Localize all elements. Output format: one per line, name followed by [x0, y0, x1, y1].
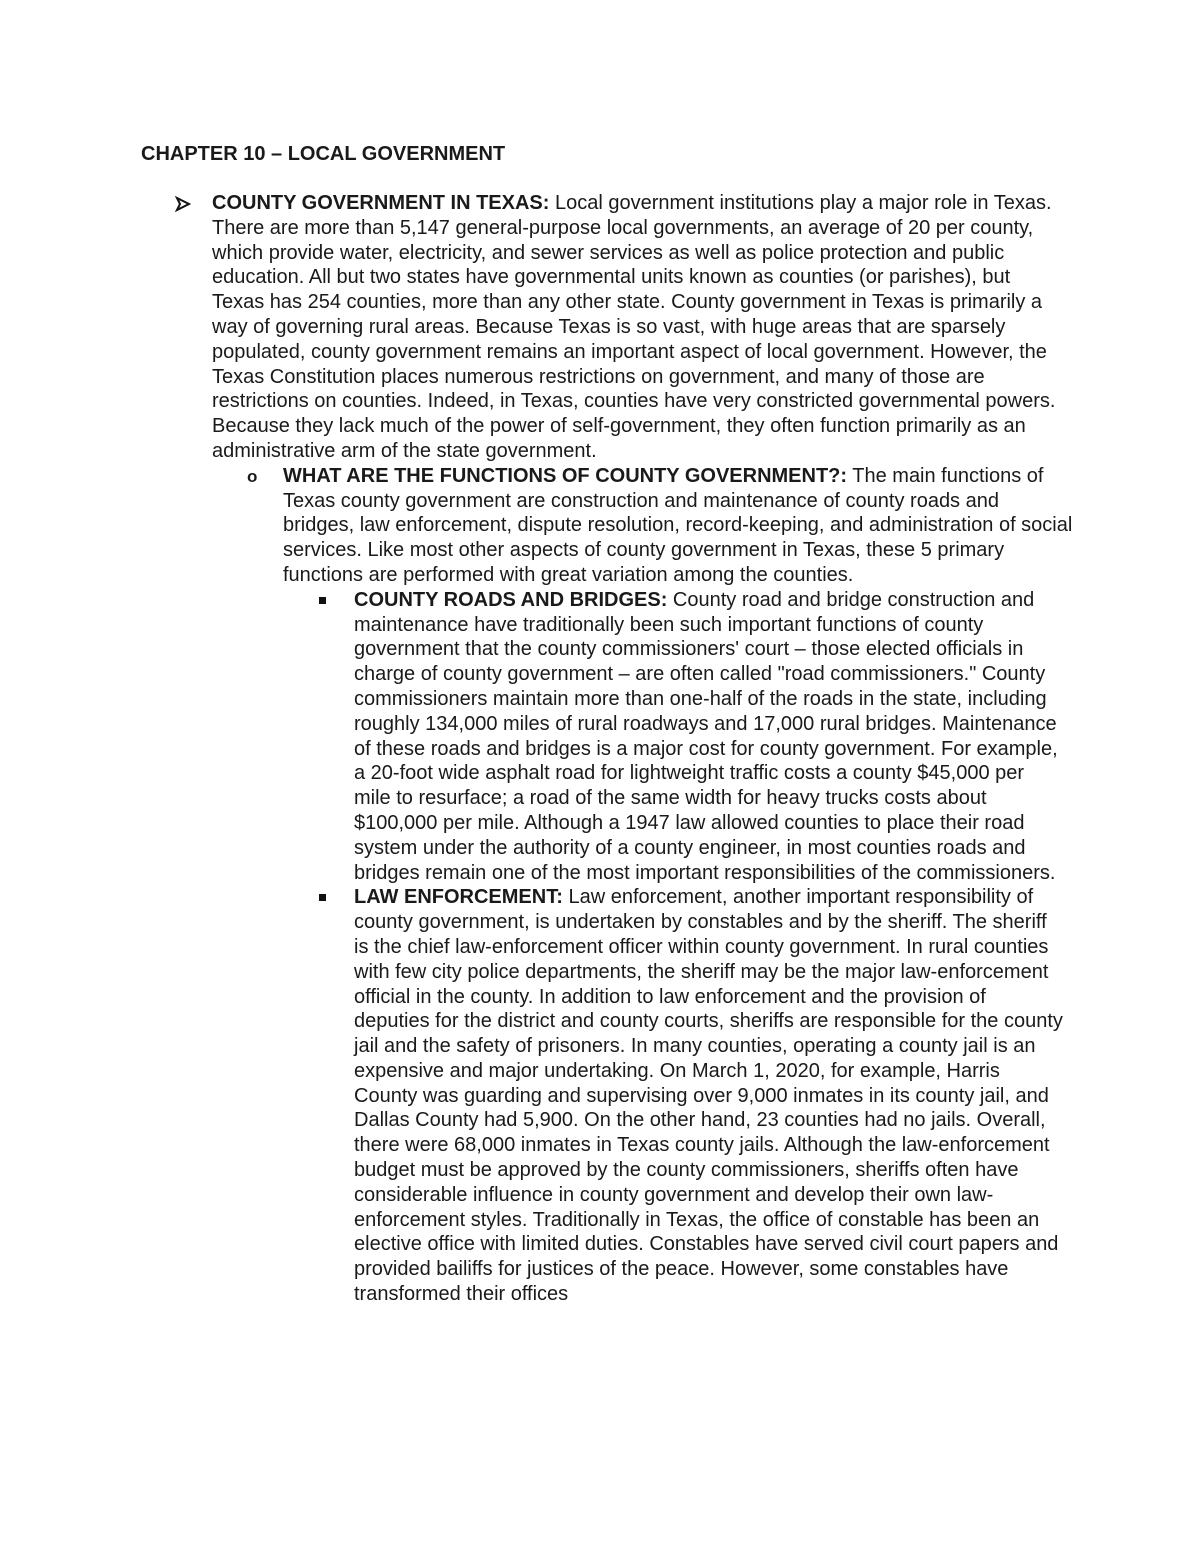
item-heading: COUNTY ROADS AND BRIDGES:	[354, 588, 668, 611]
subsection-body: The main functions of Texas county government are construction and maintenance of county roads and bridges, law enforcement, dispute resolution, record-keeping, and administration of social services. Like most other aspects of county government in Texas, these 5 primary functions are performed with great variation among the counties.	[283, 464, 1073, 586]
item-body: Law enforcement, another important responsibility of county government, is undertaken by constables and by the sheriff. The sheriff is the chief law-enforcement officer within county government. In rural counties with few city police departments, the sheriff may be the major law-enforcement official in the county. In addition to law enforcement and the provision of deputies for the district and county courts, sheriffs are responsible for the county jail and the safety of prisoners. In many counties, operating a county jail is an expensive and major undertaking. On March 1, 2020, for example, Harris County was guarding and supervising over 9,000 inmates in its county jail, and Dallas County had 5,900. On the other hand, 23 counties had no jails. Overall, there were 68,000 inmates in Texas county jails. Although the law-enforcement budget must be approved by the county commissioners, sheriffs often have considerable influence in county government and develop their own law-enforcement styles. Traditionally in Texas, the office of constable has been an elective office with limited duties. Constables have served civil court papers and provided bailiffs for justices of the peace. However, some constables have transformed their offices	[354, 886, 1063, 1306]
law-enforcement-paragraph	[354, 885, 1066, 1307]
functions-paragraph	[283, 464, 1073, 588]
arrow-bullet-icon	[175, 196, 191, 212]
county-government-section	[212, 191, 1073, 1307]
square-bullet-icon	[319, 597, 326, 604]
list-item-law-enforcement	[354, 885, 1066, 1307]
functions-subsection	[247, 464, 1073, 1307]
item-heading: LAW ENFORCEMENT:	[354, 886, 563, 909]
item-body: County road and bridge construction and maintenance have traditionally been such important functions of county government that the county commissioners' court – those elected officials in charge of county government – are often called "road commissioners." County commissioners maintain more than one-half of the roads in the state, including roughly 134,000 miles of rural roadways and 17,000 rural bridges. Maintenance of these roads and bridges is a major cost for county government. For example, a 20-foot wide asphalt road for lightweight traffic costs a county $45,000 per mile to resurface; a road of the same width for heavy trucks costs about $100,000 per mile. Although a 1947 law allowed counties to place their road system under the authority of a county engineer, in most counties roads and bridges remain one of the most important responsibilities of the commissioners.	[354, 588, 1058, 884]
section-heading: COUNTY GOVERNMENT IN TEXAS:	[212, 192, 550, 214]
subsection-heading: WHAT ARE THE FUNCTIONS OF COUNTY GOVERNMENT?:	[283, 464, 848, 487]
county-government-paragraph	[212, 191, 1062, 464]
section-body: Local government institutions play a major role in Texas. There are more than 5,147 general-purpose local governments, an average of 20 per county, which provide water, electricity, and sewer services as well as police protection and public education. All but two states have governmental units known as counties (or parishes), but Texas has 254 counties, more than any other state. County government in Texas is primarily a way of governing rural areas. Because Texas is so vast, with huge areas that are sparsely populated, county government remains an important aspect of local government. However, the Texas Constitution places numerous restrictions on government, and many of those are restrictions on counties. Indeed, in Texas, counties have very constricted governmental powers. Because they lack much of the power of self-government, they often function primarily as an administrative arm of the state government.	[212, 192, 1056, 462]
square-bullet-icon	[319, 894, 326, 901]
list-item-roads-bridges	[354, 588, 1066, 886]
circle-bullet-icon: o	[247, 466, 258, 486]
roads-bridges-paragraph	[354, 588, 1066, 886]
chapter-title: CHAPTER 10 – LOCAL GOVERNMENT	[141, 143, 506, 165]
